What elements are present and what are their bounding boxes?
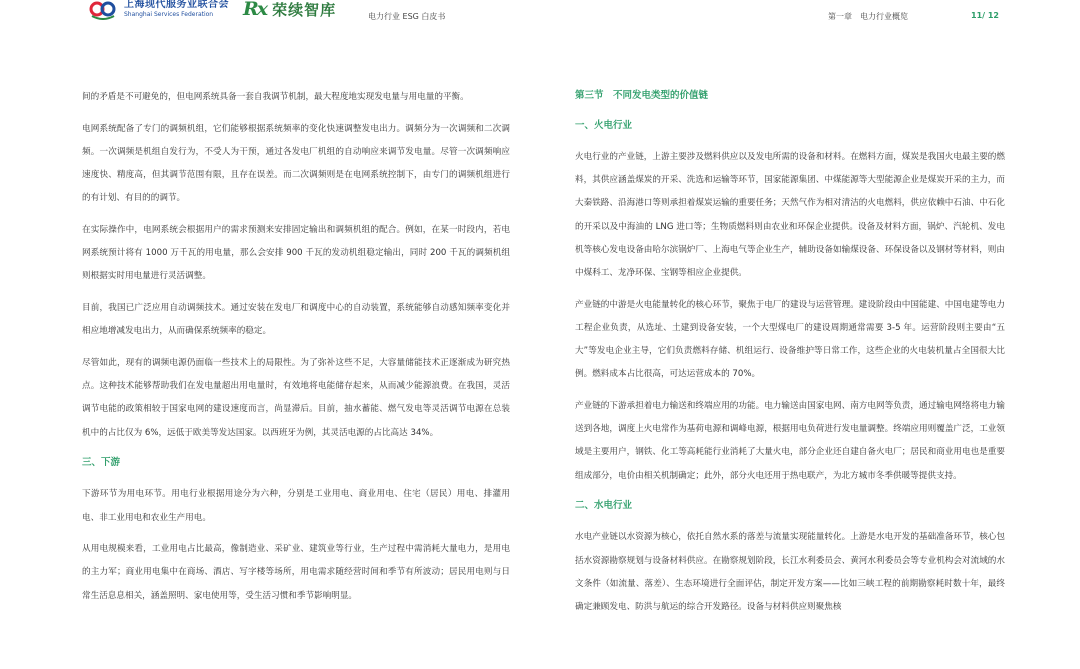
ssf-logo-en: Shanghai Services Federation	[124, 11, 214, 18]
paragraph: 电网系统配备了专门的调频机组，它们能够根据系统频率的变化快速调整发电出力。调频分为一次调频和二次调频。一次调频是机组自发行为，不受人为干预，通过各发电厂机组的自动响应来调节发电量。尽管一次调频响应速度快、精度高，但其调节范围有限，且存在误差。而二次调频则是在电网系统控制下，由专门的调频机组进行的有计划、有目的的调节。	[82, 123, 510, 204]
rongxu-logo	[243, 0, 336, 20]
left-column	[82, 86, 510, 616]
paragraph: 火电行业的产业链，上游主要涉及燃料供应以及发电所需的设备和材料。在燃料方面，煤炭是我国火电最主要的燃料，其供应涵盖煤炭的开采、洗选和运输等环节，国家能源集团、中煤能源等大型能源企业是煤炭开采的主力，而大秦铁路、沿海港口等则承担着煤炭运输的重要任务；天然气作为相对清洁的火电燃料，供应依赖中石油、中石化的开采以及中海油的 LNG 进口等；生物质燃料则由农业和环保企业提供。设备及材料方面，锅炉、汽轮机、发电机等核心发电设备由哈尔滨锅炉厂、上海电气等企业生产，辅助设备如输煤设备、环保设备以及钢材等材料，则由中煤科工、龙净环保、宝钢等相应企业提供。	[575, 152, 1005, 279]
document-title: 电力行业 ESG 白皮书	[368, 12, 446, 21]
rongxu-logo-mark: Rx	[243, 0, 267, 20]
right-column	[575, 86, 1005, 628]
paragraph: 目前，我国已广泛应用自动调频技术。通过安装在发电厂和调度中心的自动装置，系统能够自动感知频率变化并相应地增减发电出力，从而确保系统频率的稳定。	[82, 303, 510, 337]
ssf-logo-cn: 上海现代服务业联合会	[124, 0, 229, 10]
ssf-logo-icon	[88, 0, 118, 20]
paragraph: 间的矛盾是不可避免的，但电网系统具备一套自我调节机制，最大程度地实现发电量与用电量的平衡。	[82, 92, 469, 102]
paragraph: 下游环节为用电环节。用电行业根据用途分为六种，分别是工业用电、商业用电、住宅（居民）用电、排灌用电、非工业用电和农业生产用电。	[82, 489, 510, 523]
section-title: 第三节 不同发电类型的价值链	[575, 90, 709, 101]
section-heading-downstream: 三、下游	[82, 457, 121, 469]
rongxu-logo-name: 荣续智库	[272, 0, 337, 19]
paragraph: 在实际操作中，电网系统会根据用户的需求预测来安排固定输出和调频机组的配合。例如，在某一时段内，若电网系统预计将有 1000 万千瓦的用电量，那么会安排 900 千瓦的发动机组稳定输出，同时 200 千瓦的调频机组则根据实时用电量进行灵活调整。	[82, 225, 510, 282]
section-heading-hydro: 二、水电行业	[575, 500, 633, 512]
page-number: 11/ 12	[971, 11, 999, 20]
paragraph: 从用电规模来看，工业用电占比最高，像制造业、采矿业、建筑业等行业，生产过程中需消耗大量电力，是用电的主力军；商业用电集中在商场、酒店、写字楼等场所，用电需求随经营时间和季节有所波动；居民用电则与日常生活息息相关，涵盖照明、家电使用等，受生活习惯和季节影响明显。	[82, 544, 510, 601]
ssf-logo	[88, 0, 229, 20]
paragraph: 水电产业链以水资源为核心，依托自然水系的落差与流量实现能量转化。上游是水电开发的基础准备环节，核心包括水资源勘察规划与设备材料供应。在勘察规划阶段，长江水利委员会、黄河水利委员会等专业机构会对流域的水文条件（如流量、落差）、生态环境进行全面评估，制定开发方案——比如三峡工程的前期勘察耗时数十年，最终确定兼顾发电、防洪与航运的综合开发路径。设备与材料供应则聚焦核	[575, 532, 1005, 612]
paragraph: 尽管如此，现有的调频电源仍面临一些技术上的局限性。为了弥补这些不足，大容量储能技术正逐渐成为研究热点。这种技术能够帮助我们在发电量超出用电量时，有效地将电能储存起来，从而减少能源浪费。在我国，灵活调节电能的政策相较于国家电网的建设速度而言，尚显滞后。目前，抽水蓄能、燃气发电等灵活调节电源在总装机中的占比仅为 6%，远低于欧美等发达国家。以西班牙为例，其灵活电源的占比高达 34%。	[82, 358, 510, 438]
chapter-title: 第一章 电力行业概览	[828, 12, 908, 21]
section-heading-thermal: 一、火电行业	[575, 120, 633, 131]
page-header	[0, 0, 1080, 30]
paragraph: 产业链的下游承担着电力输送和终端应用的功能。电力输送由国家电网、南方电网等负责，通过输电网络将电力输送到各地，调度上火电常作为基荷电源和调峰电源，根据用电负荷进行发电量调整。终端应用则覆盖广泛，工业领域是主要用户，钢铁、化工等高耗能行业消耗了大量火电，部分企业还自建自备火电厂；居民和商业用电也是重要组成部分，电价由相关机制确定；此外，部分火电还用于热电联产，为北方城市冬季供暖等提供支持。	[575, 401, 1005, 481]
paragraph: 产业链的中游是火电能量转化的核心环节，聚焦于电厂的建设与运营管理。建设阶段由中国能建、中国电建等电力工程企业负责，从选址、土建到设备安装，一个大型煤电厂的建设周期通常需要 3-5 年。运营阶段则主要由“五大”等发电企业主导，它们负责燃料存储、机组运行、设备维护等日常工作，这些企业的火电装机量占全国很大比例。燃料成本占比很高，可达运营成本的 70%。	[575, 299, 1005, 380]
